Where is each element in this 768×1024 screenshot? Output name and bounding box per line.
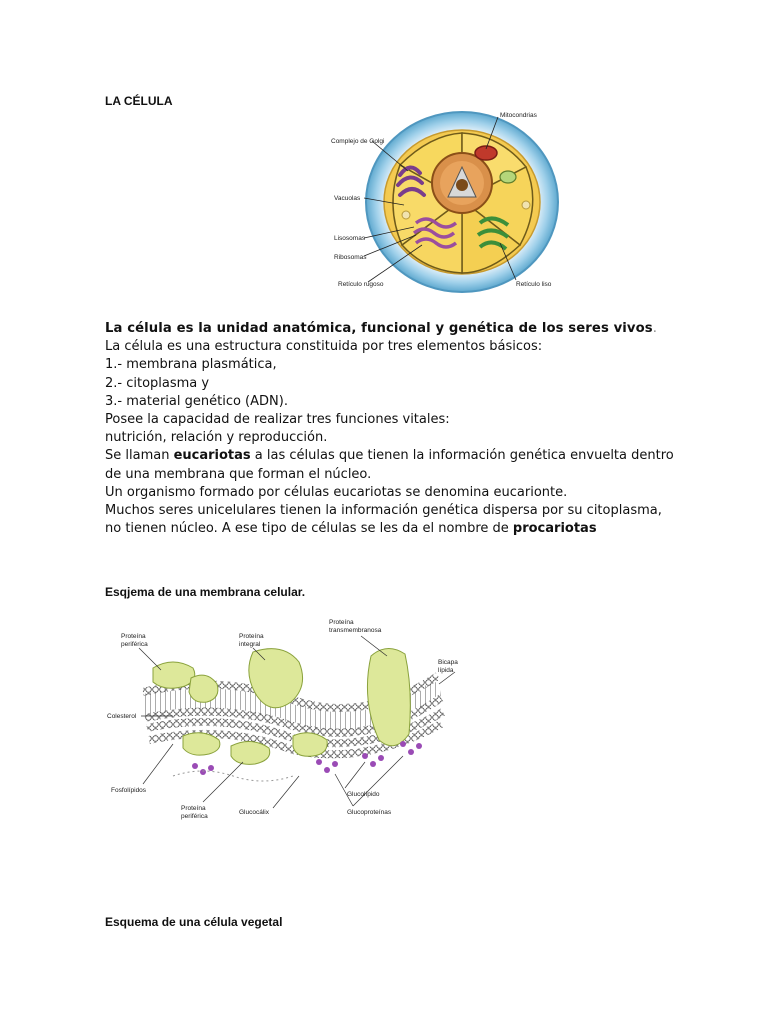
body-line-8 bbox=[105, 520, 725, 538]
label-ribosomas: Ribosomas bbox=[334, 254, 367, 261]
label-integral-1: Proteína bbox=[239, 633, 264, 640]
label-reticulo-rugoso: Retículo rugoso bbox=[338, 281, 384, 288]
list-item-1: 1.- membrana plasmática, bbox=[105, 357, 277, 373]
label-bicapa-1: Bicapa bbox=[438, 659, 458, 666]
line4-start: Se llaman bbox=[105, 448, 174, 464]
membrane-heading: Esqjema de una membrana celular. bbox=[105, 585, 306, 599]
body-line-4 bbox=[105, 447, 725, 465]
label-periferica-bot-2: periférica bbox=[181, 813, 208, 820]
label-periferica-top-1: Proteína bbox=[121, 633, 146, 640]
label-bicapa-2: lípida bbox=[438, 667, 454, 674]
label-trans-2: transmembranosa bbox=[329, 627, 382, 634]
label-lisosomas: Lisosomas bbox=[334, 235, 366, 242]
membrane-diagram bbox=[103, 616, 465, 826]
label-fosfolipidos: Fosfolípidos bbox=[111, 787, 147, 794]
cell-diagram bbox=[330, 105, 575, 297]
body-line-1: La célula es una estructura constituida por tres elementos básicos: bbox=[105, 339, 543, 355]
label-trans-1: Proteína bbox=[329, 619, 354, 626]
protein-peripheral-bottom bbox=[231, 741, 270, 764]
label-periferica-top-2: periférica bbox=[121, 641, 148, 648]
label-glucolipido: Glucolípido bbox=[347, 791, 380, 798]
term-eucariotas: eucariotas bbox=[173, 448, 251, 464]
protein-peripheral-top bbox=[153, 662, 195, 688]
body-line-3: nutrición, relación y reproducción. bbox=[105, 430, 328, 446]
body-line-7: Muchos seres unicelulares tienen la información genética dispersa por su citoplasma, bbox=[105, 503, 662, 519]
line4-end: a las células que tienen la información genética envuelta dentro bbox=[250, 448, 674, 464]
label-glucoproteinas: Glucoproteínas bbox=[347, 809, 392, 816]
label-golgi: Complejo de Golgi bbox=[331, 138, 385, 145]
label-reticulo-liso: Retículo liso bbox=[516, 281, 552, 288]
label-mitocondrias: Mitocondrias bbox=[500, 112, 537, 119]
lead-text: La célula es la unidad anatómica, funcional y genética de los seres vivos bbox=[105, 321, 653, 336]
term-procariotas: procariotas bbox=[512, 521, 597, 537]
line8-start: no tienen núcleo. A ese tipo de células se les da el nombre de bbox=[105, 521, 513, 537]
body-line-5: de una membrana que forman el núcleo. bbox=[105, 466, 372, 482]
body-text bbox=[105, 320, 725, 538]
label-colesterol: Colesterol bbox=[107, 713, 137, 720]
list-item-3: 3.- material genético (ADN). bbox=[105, 393, 288, 409]
body-line-2: Posee la capacidad de realizar tres funciones vitales: bbox=[105, 412, 450, 428]
vegetal-heading: Esquema de una célula vegetal bbox=[105, 915, 283, 929]
label-periferica-bot-1: Proteína bbox=[181, 805, 206, 812]
lead-sentence bbox=[105, 320, 725, 338]
label-glucocalix: Glucocálix bbox=[239, 809, 269, 816]
list-item-2: 2.- citoplasma y bbox=[105, 375, 210, 391]
body-line-6: Un organismo formado por células eucariotas se denomina eucarionte. bbox=[105, 484, 568, 500]
lead-end: . bbox=[652, 321, 658, 336]
label-integral-2: integral bbox=[239, 641, 261, 648]
label-vacuolas: Vacuolas bbox=[334, 195, 361, 202]
page-title: LA CÉLULA bbox=[105, 94, 173, 108]
